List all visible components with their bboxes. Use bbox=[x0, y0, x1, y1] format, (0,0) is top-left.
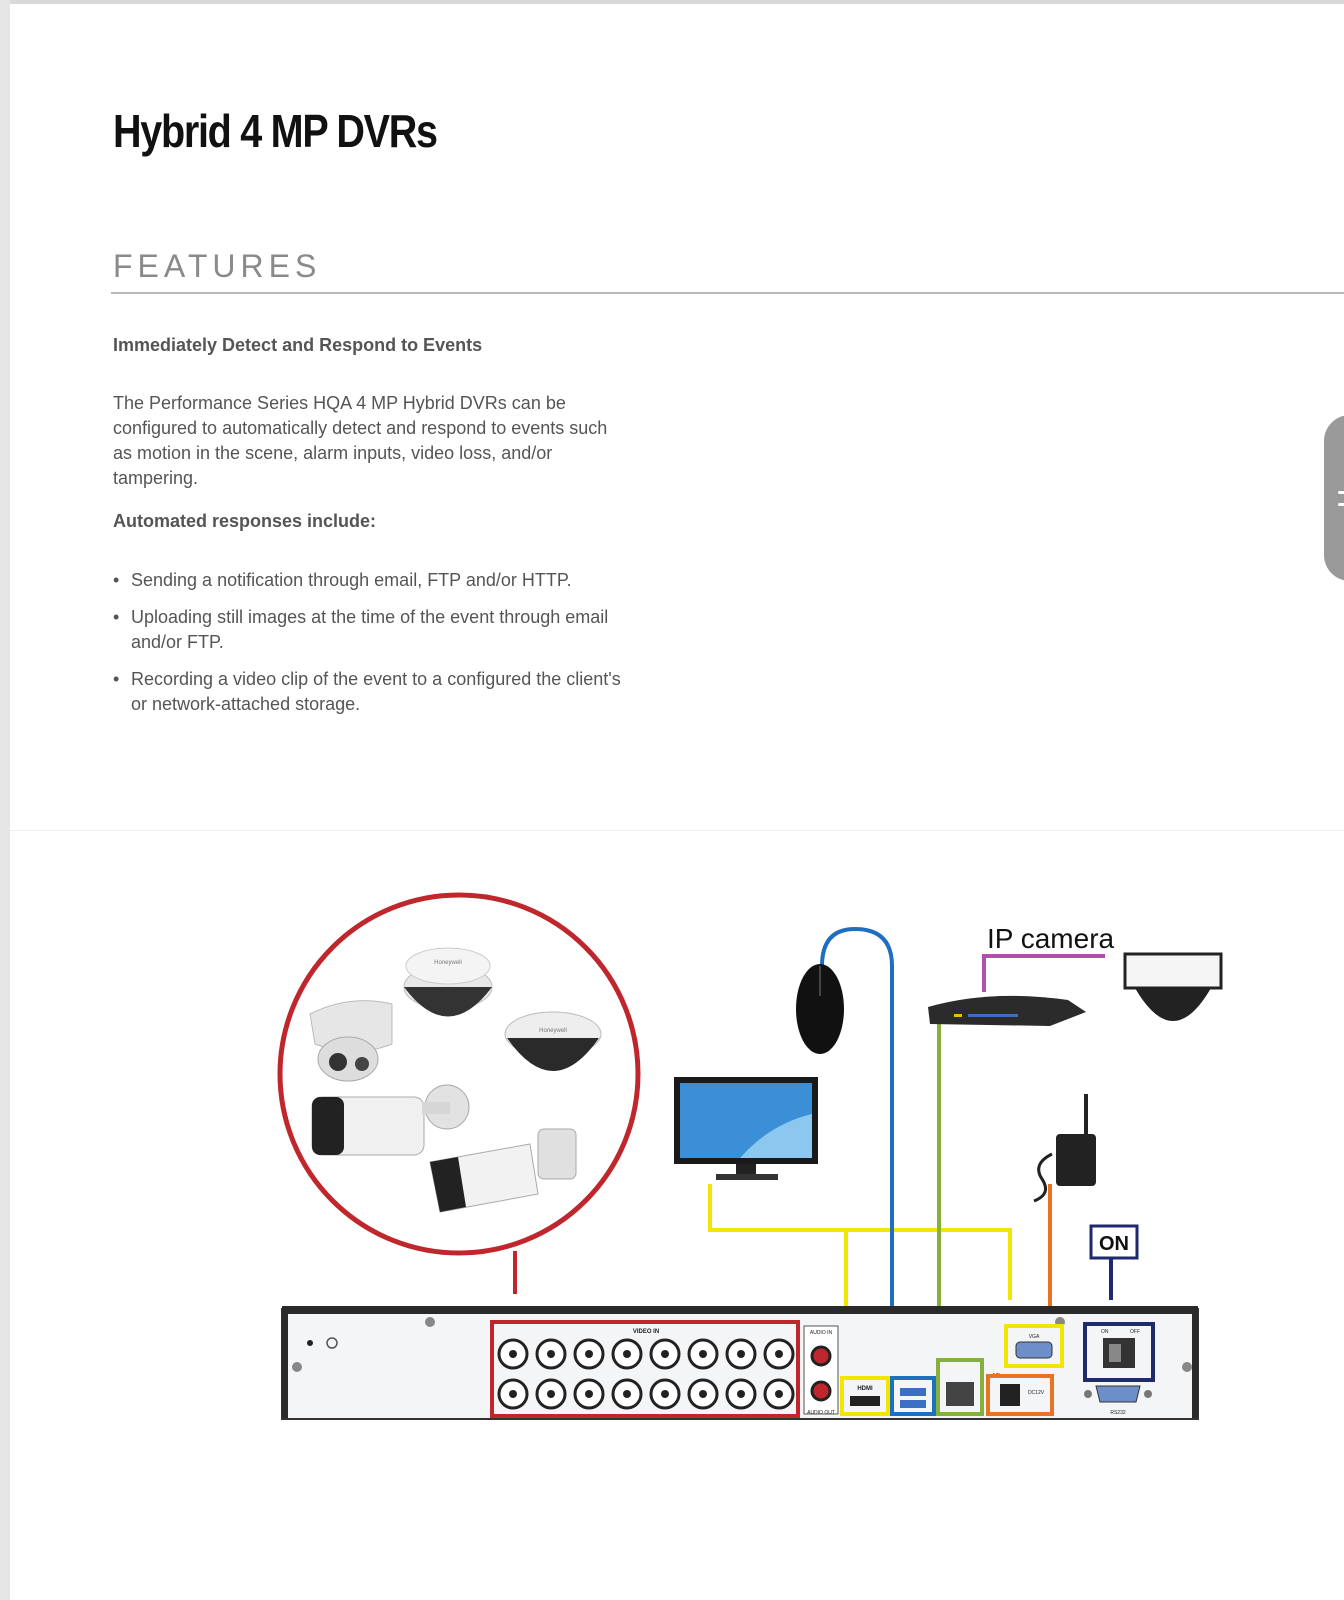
svg-text:A/B: A/B bbox=[992, 1373, 1001, 1379]
ip-camera-cable bbox=[984, 956, 1105, 992]
side-menu-tab[interactable] bbox=[1324, 415, 1344, 581]
list-item: • Sending a notification through email, FTP and/or HTTP. bbox=[113, 568, 633, 593]
svg-text:HDMI: HDMI bbox=[857, 1386, 873, 1392]
monitor-icon bbox=[674, 1077, 818, 1180]
svg-text:RS232: RS232 bbox=[1110, 1410, 1126, 1416]
document-page bbox=[10, 4, 1344, 1600]
svg-text:AUDIO IN: AUDIO IN bbox=[809, 1330, 833, 1336]
menu-handle-icon bbox=[1338, 491, 1344, 494]
svg-text:DC12V: DC12V bbox=[1027, 1390, 1045, 1396]
dvr-connection-diagram bbox=[10, 4, 1344, 1600]
svg-text:AUDIO OUT: AUDIO OUT bbox=[807, 1410, 835, 1416]
page-edge-left bbox=[0, 0, 10, 1600]
brand-mark-2: Honeywell bbox=[539, 1028, 567, 1034]
analog-cameras-group bbox=[280, 895, 638, 1253]
brand-mark-1: Honeywell bbox=[434, 960, 462, 966]
svg-text:VIDEO IN: VIDEO IN bbox=[632, 1329, 660, 1335]
features-heading: Immediately Detect and Respond to Events bbox=[113, 335, 483, 355]
monitor-cable bbox=[710, 1184, 1010, 1300]
section-heading: FEATURES bbox=[113, 248, 322, 284]
list-item: • Recording a video clip of the event to a configured the client's or network-attached storage. bbox=[113, 667, 633, 717]
responses-heading: Automated responses include: bbox=[113, 511, 377, 531]
dvr-rear-panel bbox=[282, 1306, 1198, 1419]
on-label: ON bbox=[1099, 1233, 1129, 1255]
list-item: • Uploading still images at the time of the event through email and/or FTP. bbox=[113, 605, 633, 655]
router-icon bbox=[928, 996, 1086, 1026]
svg-text:OFF: OFF bbox=[1130, 1329, 1140, 1335]
ip-camera-label: IP camera bbox=[987, 923, 1115, 954]
power-adapter-icon bbox=[1034, 1094, 1096, 1201]
mouse-icon bbox=[796, 964, 844, 1054]
svg-text:VGA: VGA bbox=[1028, 1334, 1040, 1340]
page-title: Hybrid 4 MP DVRs bbox=[113, 105, 437, 157]
on-label-box bbox=[1091, 1226, 1137, 1258]
features-paragraph: The Performance Series HQA 4 MP Hybrid DVRs can be configured to automatically detect and respond to events such as motion in the scene, alarm inputs, video loss, and/or tampering. bbox=[113, 393, 608, 488]
svg-text:ON: ON bbox=[1101, 1329, 1109, 1335]
